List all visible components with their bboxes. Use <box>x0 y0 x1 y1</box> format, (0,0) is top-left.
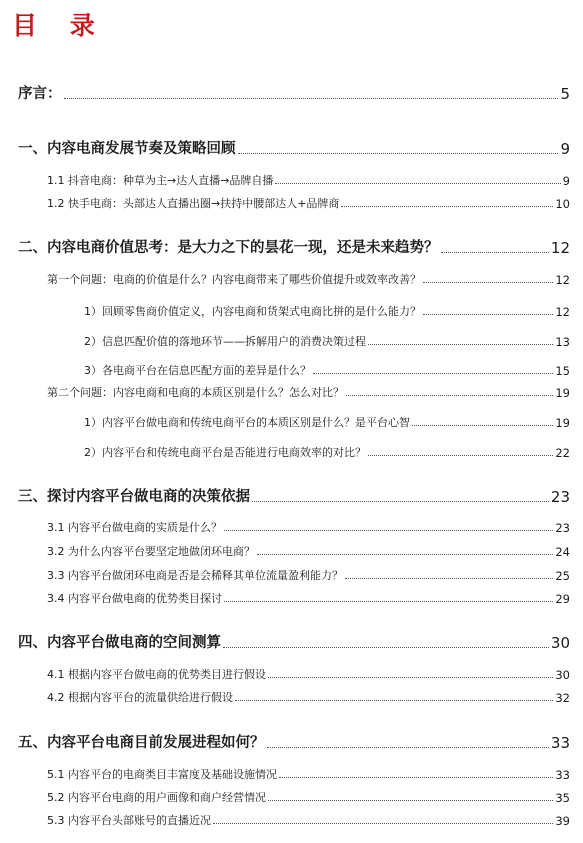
toc-section-5-2[interactable] <box>47 789 570 805</box>
toc-section-4-1[interactable] <box>47 666 570 682</box>
dot-leader <box>268 677 553 678</box>
toc-entry-label: 1）内容平台做电商和传统电商平台的本质区别是什么？是平台心智 <box>84 416 410 429</box>
toc-entry-label: 2）内容平台和传统电商平台是否能进行电商效率的对比？ <box>84 446 366 459</box>
dot-leader <box>441 252 549 253</box>
toc-page-number: 39 <box>555 814 570 828</box>
dot-leader <box>341 206 553 207</box>
toc-entry-label: 3.1 内容平台做电商的实质是什么？ <box>47 521 222 534</box>
toc-page-number: 33 <box>555 768 570 782</box>
toc-entry-label: 1.1 抖音电商：种草为主→达人直播→品牌自播 <box>47 174 274 187</box>
toc-entry-label: 1.2 快手电商：头部达人直播出圈→扶持中腰部达人+品牌商 <box>47 197 340 210</box>
toc-page-number: 12 <box>550 239 570 257</box>
toc-entry-label: 一、内容电商发展节奏及策略回顾 <box>18 141 236 157</box>
toc-section-3-1[interactable] <box>47 519 570 535</box>
dot-leader <box>345 578 553 579</box>
dot-leader <box>235 700 553 701</box>
dot-leader <box>257 554 553 555</box>
toc-page-number: 5 <box>560 85 570 103</box>
toc-entry-label: 3.4 内容平台做电商的优势类目探讨 <box>47 592 222 605</box>
dot-leader <box>267 747 549 748</box>
toc-chapter-3[interactable] <box>18 485 570 506</box>
toc-subitem-3[interactable] <box>84 362 570 378</box>
toc-entry-label: 四、内容平台做电商的空间测算 <box>18 635 221 651</box>
toc-entry-label: 五、内容平台电商目前发展进程如何？ <box>18 735 265 751</box>
toc-question-1[interactable] <box>47 271 570 287</box>
toc-page-number: 24 <box>555 545 570 559</box>
toc-page-number: 9 <box>560 140 570 158</box>
toc-page-number: 30 <box>550 634 570 652</box>
toc-entry-label: 1）回顾零售商价值定义，内容电商和货架式电商比拼的是什么能力？ <box>84 305 421 318</box>
toc-chapter-4[interactable] <box>18 631 570 652</box>
dot-leader <box>412 425 553 426</box>
toc-page-number: 32 <box>555 691 570 705</box>
toc-title: 目 录 <box>12 11 107 40</box>
dot-leader <box>346 395 553 396</box>
toc-section-1-1[interactable] <box>47 172 570 188</box>
toc-entry-label: 4.2 根据内容平台的流量供给进行假设 <box>47 691 233 704</box>
dot-leader <box>268 800 553 801</box>
dot-leader <box>238 153 559 154</box>
toc-entry-label: 5.3 内容平台头部账号的直播近况 <box>47 814 211 827</box>
toc-question-2[interactable] <box>47 384 570 400</box>
toc-section-4-2[interactable] <box>47 689 570 705</box>
toc-page-number: 12 <box>555 305 570 319</box>
toc-entry-label: 3.2 为什么内容平台要坚定地做闭环电商？ <box>47 545 255 558</box>
toc-page-number: 9 <box>562 174 570 188</box>
toc-page-number: 19 <box>555 416 570 430</box>
toc-subitem-4[interactable] <box>84 414 570 430</box>
dot-leader <box>313 373 553 374</box>
toc-entry-label: 三、探讨内容平台做电商的决策依据 <box>18 489 250 505</box>
toc-chapter-5[interactable] <box>18 731 570 752</box>
dot-leader <box>423 314 553 315</box>
dot-leader <box>224 601 553 602</box>
dot-leader <box>279 777 553 778</box>
toc-section-3-3[interactable] <box>47 567 570 583</box>
toc-page-number: 33 <box>550 734 570 752</box>
dot-leader <box>223 647 549 648</box>
toc-entry-label: 3）各电商平台在信息匹配方面的差异是什么？ <box>84 364 311 377</box>
toc-section-1-2[interactable] <box>47 195 570 211</box>
dot-leader <box>64 98 559 99</box>
toc-entry-label: 第二个问题：内容电商和电商的本质区别是什么？怎么对比？ <box>47 386 344 399</box>
toc-chapter-2[interactable] <box>18 236 570 257</box>
toc-page-number: 29 <box>555 592 570 606</box>
toc-entry-label: 5.2 内容平台电商的用户画像和商户经营情况 <box>47 791 266 804</box>
dot-leader <box>368 455 553 456</box>
toc-subitem-5[interactable] <box>84 444 570 460</box>
toc-entry-label: 3.3 内容平台做闭环电商是否是会稀释其单位流量盈利能力？ <box>47 569 343 582</box>
dot-leader <box>368 344 553 345</box>
toc-page-number: 23 <box>555 521 570 535</box>
toc-page-number: 23 <box>550 488 570 506</box>
dot-leader <box>224 530 553 531</box>
toc-subitem-2[interactable] <box>84 333 570 349</box>
toc-entry-label: 2）信息匹配价值的落地环节——拆解用户的消费决策过程 <box>84 335 366 348</box>
toc-page-number: 12 <box>555 273 570 287</box>
toc-entry-preface[interactable] <box>18 82 570 103</box>
toc-section-5-1[interactable] <box>47 766 570 782</box>
toc-entry-label: 4.1 根据内容平台做电商的优势类目进行假设 <box>47 668 266 681</box>
toc-page-number: 10 <box>555 197 570 211</box>
toc-subitem-1[interactable] <box>84 303 570 319</box>
toc-page-number: 30 <box>555 668 570 682</box>
dot-leader <box>252 501 549 502</box>
toc-page-number: 22 <box>555 446 570 460</box>
dot-leader <box>275 183 560 184</box>
toc-entry-label: 序言： <box>18 86 62 102</box>
toc-section-5-3[interactable] <box>47 812 570 828</box>
toc-section-3-2[interactable] <box>47 543 570 559</box>
toc-page-number: 15 <box>555 364 570 378</box>
toc-page-number: 25 <box>555 569 570 583</box>
toc-page-number: 19 <box>555 386 570 400</box>
toc-page-number: 13 <box>555 335 570 349</box>
toc-page-number: 35 <box>555 791 570 805</box>
toc-section-3-4[interactable] <box>47 590 570 606</box>
toc-entry-label: 二、内容电商价值思考：是大力之下的昙花一现，还是未来趋势？ <box>18 240 439 256</box>
toc-entry-label: 5.1 内容平台的电商类目丰富度及基础设施情况 <box>47 768 277 781</box>
dot-leader <box>423 282 553 283</box>
toc-entry-label: 第一个问题：电商的价值是什么？内容电商带来了哪些价值提升或效率改善？ <box>47 273 421 286</box>
dot-leader <box>213 823 553 824</box>
toc-chapter-1[interactable] <box>18 137 570 158</box>
